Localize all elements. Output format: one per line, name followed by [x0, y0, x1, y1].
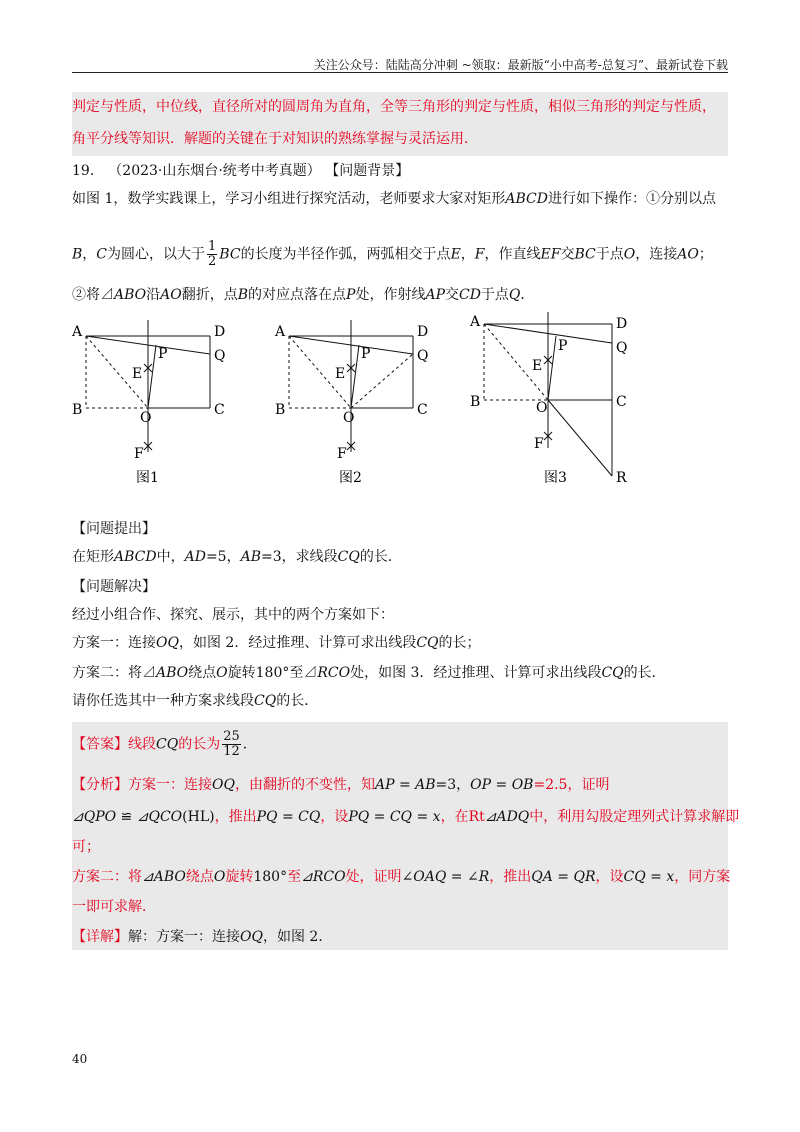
math: OQ	[240, 929, 263, 945]
text: 于点	[480, 287, 509, 303]
label-B: B	[72, 402, 83, 418]
caption-fig3: 图3	[544, 470, 567, 486]
problem-heading	[72, 160, 728, 182]
text: 的长度为半径作弧，两弧相交于点	[240, 246, 451, 263]
text: ，作直线	[484, 246, 541, 263]
text: =3，求线段	[261, 549, 338, 565]
math: ABCD	[505, 191, 548, 207]
math: ⊿ADQ	[484, 809, 530, 825]
math: CQ	[416, 635, 439, 651]
math: C	[96, 246, 108, 263]
text: 的对应点落在点	[248, 287, 347, 303]
text: ．	[242, 736, 257, 753]
text: 的长；	[438, 635, 481, 651]
math: O	[216, 665, 228, 681]
frac-num: 25	[223, 729, 240, 744]
label-A: A	[470, 314, 481, 330]
text: ，设	[320, 809, 349, 825]
figure-1	[86, 320, 210, 452]
text: 进行如下操作：①分别以点	[547, 191, 716, 207]
text: 为圆心，以大于	[107, 246, 206, 263]
math: E	[450, 246, 461, 263]
text: ，推出	[489, 869, 532, 885]
text: 方案二：将	[72, 665, 142, 681]
text: 旋转	[225, 869, 254, 885]
text: 交	[560, 246, 575, 263]
label-R: R	[616, 470, 627, 486]
segment-OP	[351, 345, 359, 408]
detail-line	[72, 926, 728, 948]
text: 方案二：将	[72, 869, 142, 885]
text: ，在	[440, 809, 469, 825]
text: 翻折，点	[181, 287, 238, 303]
text: 解：方案一：连接	[128, 929, 240, 945]
math: Q	[508, 287, 521, 303]
problem-number: 19．	[72, 163, 104, 179]
label-P: P	[158, 346, 168, 362]
label-D: D	[214, 324, 226, 340]
analysis-tag: 【分析】	[72, 777, 128, 793]
math: AP = AB	[374, 777, 436, 793]
math: 180°	[253, 869, 288, 885]
segment-OP	[148, 345, 156, 408]
label-D: D	[616, 316, 628, 332]
math: ABO	[114, 287, 147, 303]
text: ，	[460, 246, 475, 263]
math: QA = QR	[531, 869, 596, 885]
frac-den: 12	[223, 744, 240, 759]
label-E: E	[532, 358, 543, 374]
math: P	[346, 287, 356, 303]
math: B	[237, 287, 249, 303]
solve-intro: 经过小组合作、探究、展示，其中的两个方案如下：	[72, 607, 394, 623]
task-ask	[72, 690, 728, 712]
math: F	[474, 246, 485, 263]
text: =3，	[435, 777, 471, 793]
label-O: O	[140, 410, 152, 426]
text: =5，	[205, 549, 241, 565]
solve-tag: 【问题解决】	[72, 579, 156, 595]
label-E: E	[335, 366, 346, 382]
background-tag: 【问题背景】	[325, 163, 410, 179]
text: 方案一：连接	[128, 777, 212, 793]
problem-line3	[72, 284, 728, 306]
plan-one	[72, 632, 728, 654]
label-F: F	[134, 446, 144, 462]
label-C: C	[214, 402, 225, 418]
math: O	[213, 869, 226, 885]
math: CQ	[601, 665, 624, 681]
text: =2.5，证明	[533, 777, 610, 793]
label-F: F	[534, 436, 544, 452]
caption-fig2: 图2	[339, 470, 362, 486]
label-P: P	[558, 338, 568, 354]
text: 请你任选其中一种方案求线段	[72, 693, 254, 709]
text: 的长．	[359, 549, 402, 565]
label-B: B	[275, 402, 286, 418]
text: ；	[698, 246, 713, 263]
label-A: A	[275, 324, 286, 340]
text: ，推出	[214, 809, 257, 825]
answer-fraction	[222, 730, 241, 759]
fraction-half	[207, 240, 217, 269]
question-text	[72, 546, 728, 568]
math: OP = OB	[470, 777, 534, 793]
label-B: B	[470, 394, 481, 410]
label-P: P	[361, 346, 371, 362]
math: PQ = CQ	[256, 809, 321, 825]
question-tag: 【问题提出】	[72, 521, 156, 537]
segment-OQ	[351, 354, 413, 408]
text: 方案一：连接	[72, 635, 156, 651]
label-C: C	[417, 402, 428, 418]
math: OQ	[156, 635, 179, 651]
text: 旋转	[227, 665, 256, 681]
answer-tag: 【答案】	[72, 736, 128, 753]
math: AP	[425, 287, 445, 303]
plan-two	[72, 662, 728, 684]
math: BC	[574, 246, 596, 263]
text: ，	[82, 246, 97, 263]
text: 至	[289, 665, 304, 681]
text: 处，证明	[345, 869, 402, 885]
text: ，如图 2．	[262, 929, 333, 945]
text: 绕点	[188, 665, 217, 681]
text: 如图 1，数学实践课上，学习小组进行探究活动，老师要求大家对矩形	[72, 191, 506, 207]
text: ．	[520, 287, 535, 303]
math: ≌	[116, 809, 137, 825]
label-Q: Q	[417, 348, 429, 364]
math: AB	[240, 549, 261, 565]
math: OQ	[212, 777, 235, 793]
text: 线段	[128, 736, 156, 753]
triangle-symbol: ⊿	[100, 287, 114, 303]
problem-source: （2023·山东烟台·统考中考真题）	[108, 163, 321, 179]
label-E: E	[132, 366, 143, 382]
frac-den: 2	[208, 254, 217, 269]
analysis-line4	[72, 866, 731, 888]
math: AO	[677, 246, 699, 263]
analysis-line3: 可；	[72, 839, 100, 855]
page-header: 关注公众号：陆陆高分冲刺 ~领取：最新版“小中高考-总复习”、最新试卷下载	[313, 58, 728, 72]
text: Rt	[468, 809, 485, 825]
text: 至	[287, 869, 302, 885]
text: ②将	[72, 287, 100, 303]
segment-OR	[548, 400, 612, 476]
text: 交	[444, 287, 459, 303]
math: O	[623, 246, 636, 263]
math: CQ	[254, 693, 277, 709]
math: ABCD	[114, 549, 157, 565]
label-Q: Q	[616, 340, 628, 356]
answer-line	[72, 730, 728, 759]
prev-note-line2: 角平分线等知识．解题的关键在于对知识的熟练掌握与灵活运用．	[72, 131, 478, 147]
math: (HL)	[182, 809, 215, 825]
label-Q: Q	[214, 348, 226, 364]
math: 180°	[255, 665, 290, 681]
text: ，如图 2．经过推理、计算可求出线段	[178, 635, 417, 651]
geometry-figures	[60, 312, 740, 488]
label-C: C	[616, 394, 627, 410]
math: AD	[184, 549, 206, 565]
math: CD	[458, 287, 481, 303]
header-divider	[72, 72, 728, 73]
detail-tag: 【详解】	[72, 929, 128, 945]
caption-fig1: 图1	[136, 470, 159, 486]
text: ，由翻折的不变性，知	[234, 777, 375, 793]
text: 绕点	[185, 869, 214, 885]
figure-2	[289, 320, 413, 452]
prev-note-line1: 判定与性质，中位线，直径所对的圆周角为直角，全等三角形的判定与性质，相似三角形的判定与性质，	[72, 99, 716, 115]
math: AO	[160, 287, 182, 303]
label-A: A	[72, 324, 83, 340]
figure-3	[484, 312, 612, 476]
math: ABO	[156, 665, 189, 681]
label-F: F	[337, 446, 347, 462]
text: 于点	[595, 246, 624, 263]
text: 沿	[146, 287, 161, 303]
label-O: O	[536, 400, 548, 416]
problem-line1	[72, 188, 728, 210]
text: 中，	[156, 549, 185, 565]
math: ⊿QCO	[136, 809, 183, 825]
text: 的长．	[623, 665, 666, 681]
text: 处，作射线	[355, 287, 426, 303]
analysis-line1	[72, 774, 728, 796]
segment-OP	[548, 336, 556, 400]
math: CQ	[337, 549, 360, 565]
text: 的长为	[178, 736, 221, 753]
triangle-symbol: ⊿	[142, 665, 156, 681]
label-O: O	[343, 410, 355, 426]
analysis-line2	[72, 806, 740, 828]
math: RCO	[317, 665, 351, 681]
triangle-symbol: ⊿	[303, 665, 318, 681]
text: ，连接	[635, 246, 678, 263]
label-D: D	[417, 324, 429, 340]
page-number: 40	[72, 1052, 88, 1066]
problem-line2	[72, 240, 728, 269]
math: B	[72, 246, 83, 263]
math: ⊿RCO	[301, 869, 346, 885]
text: 处，如图 3．经过推理、计算可求出线段	[350, 665, 602, 681]
analysis-line5: 一即可求解．	[72, 899, 156, 915]
math: BC	[219, 246, 241, 263]
math: ∠OAQ = ∠R	[401, 869, 490, 885]
text: ，设	[595, 869, 624, 885]
math: EF	[540, 246, 561, 263]
text: ，同方案	[674, 869, 731, 885]
text: 中，利用勾股定理列式计算求解即	[529, 809, 740, 825]
frac-num: 1	[208, 239, 217, 254]
text: 的长．	[276, 693, 319, 709]
math: ⊿ABO	[142, 869, 186, 885]
math: PQ = CQ = x	[348, 809, 441, 825]
math: CQ = x	[623, 869, 675, 885]
math: CQ	[156, 736, 179, 753]
math: ⊿QPO	[72, 809, 117, 825]
text: 在矩形	[72, 549, 114, 565]
